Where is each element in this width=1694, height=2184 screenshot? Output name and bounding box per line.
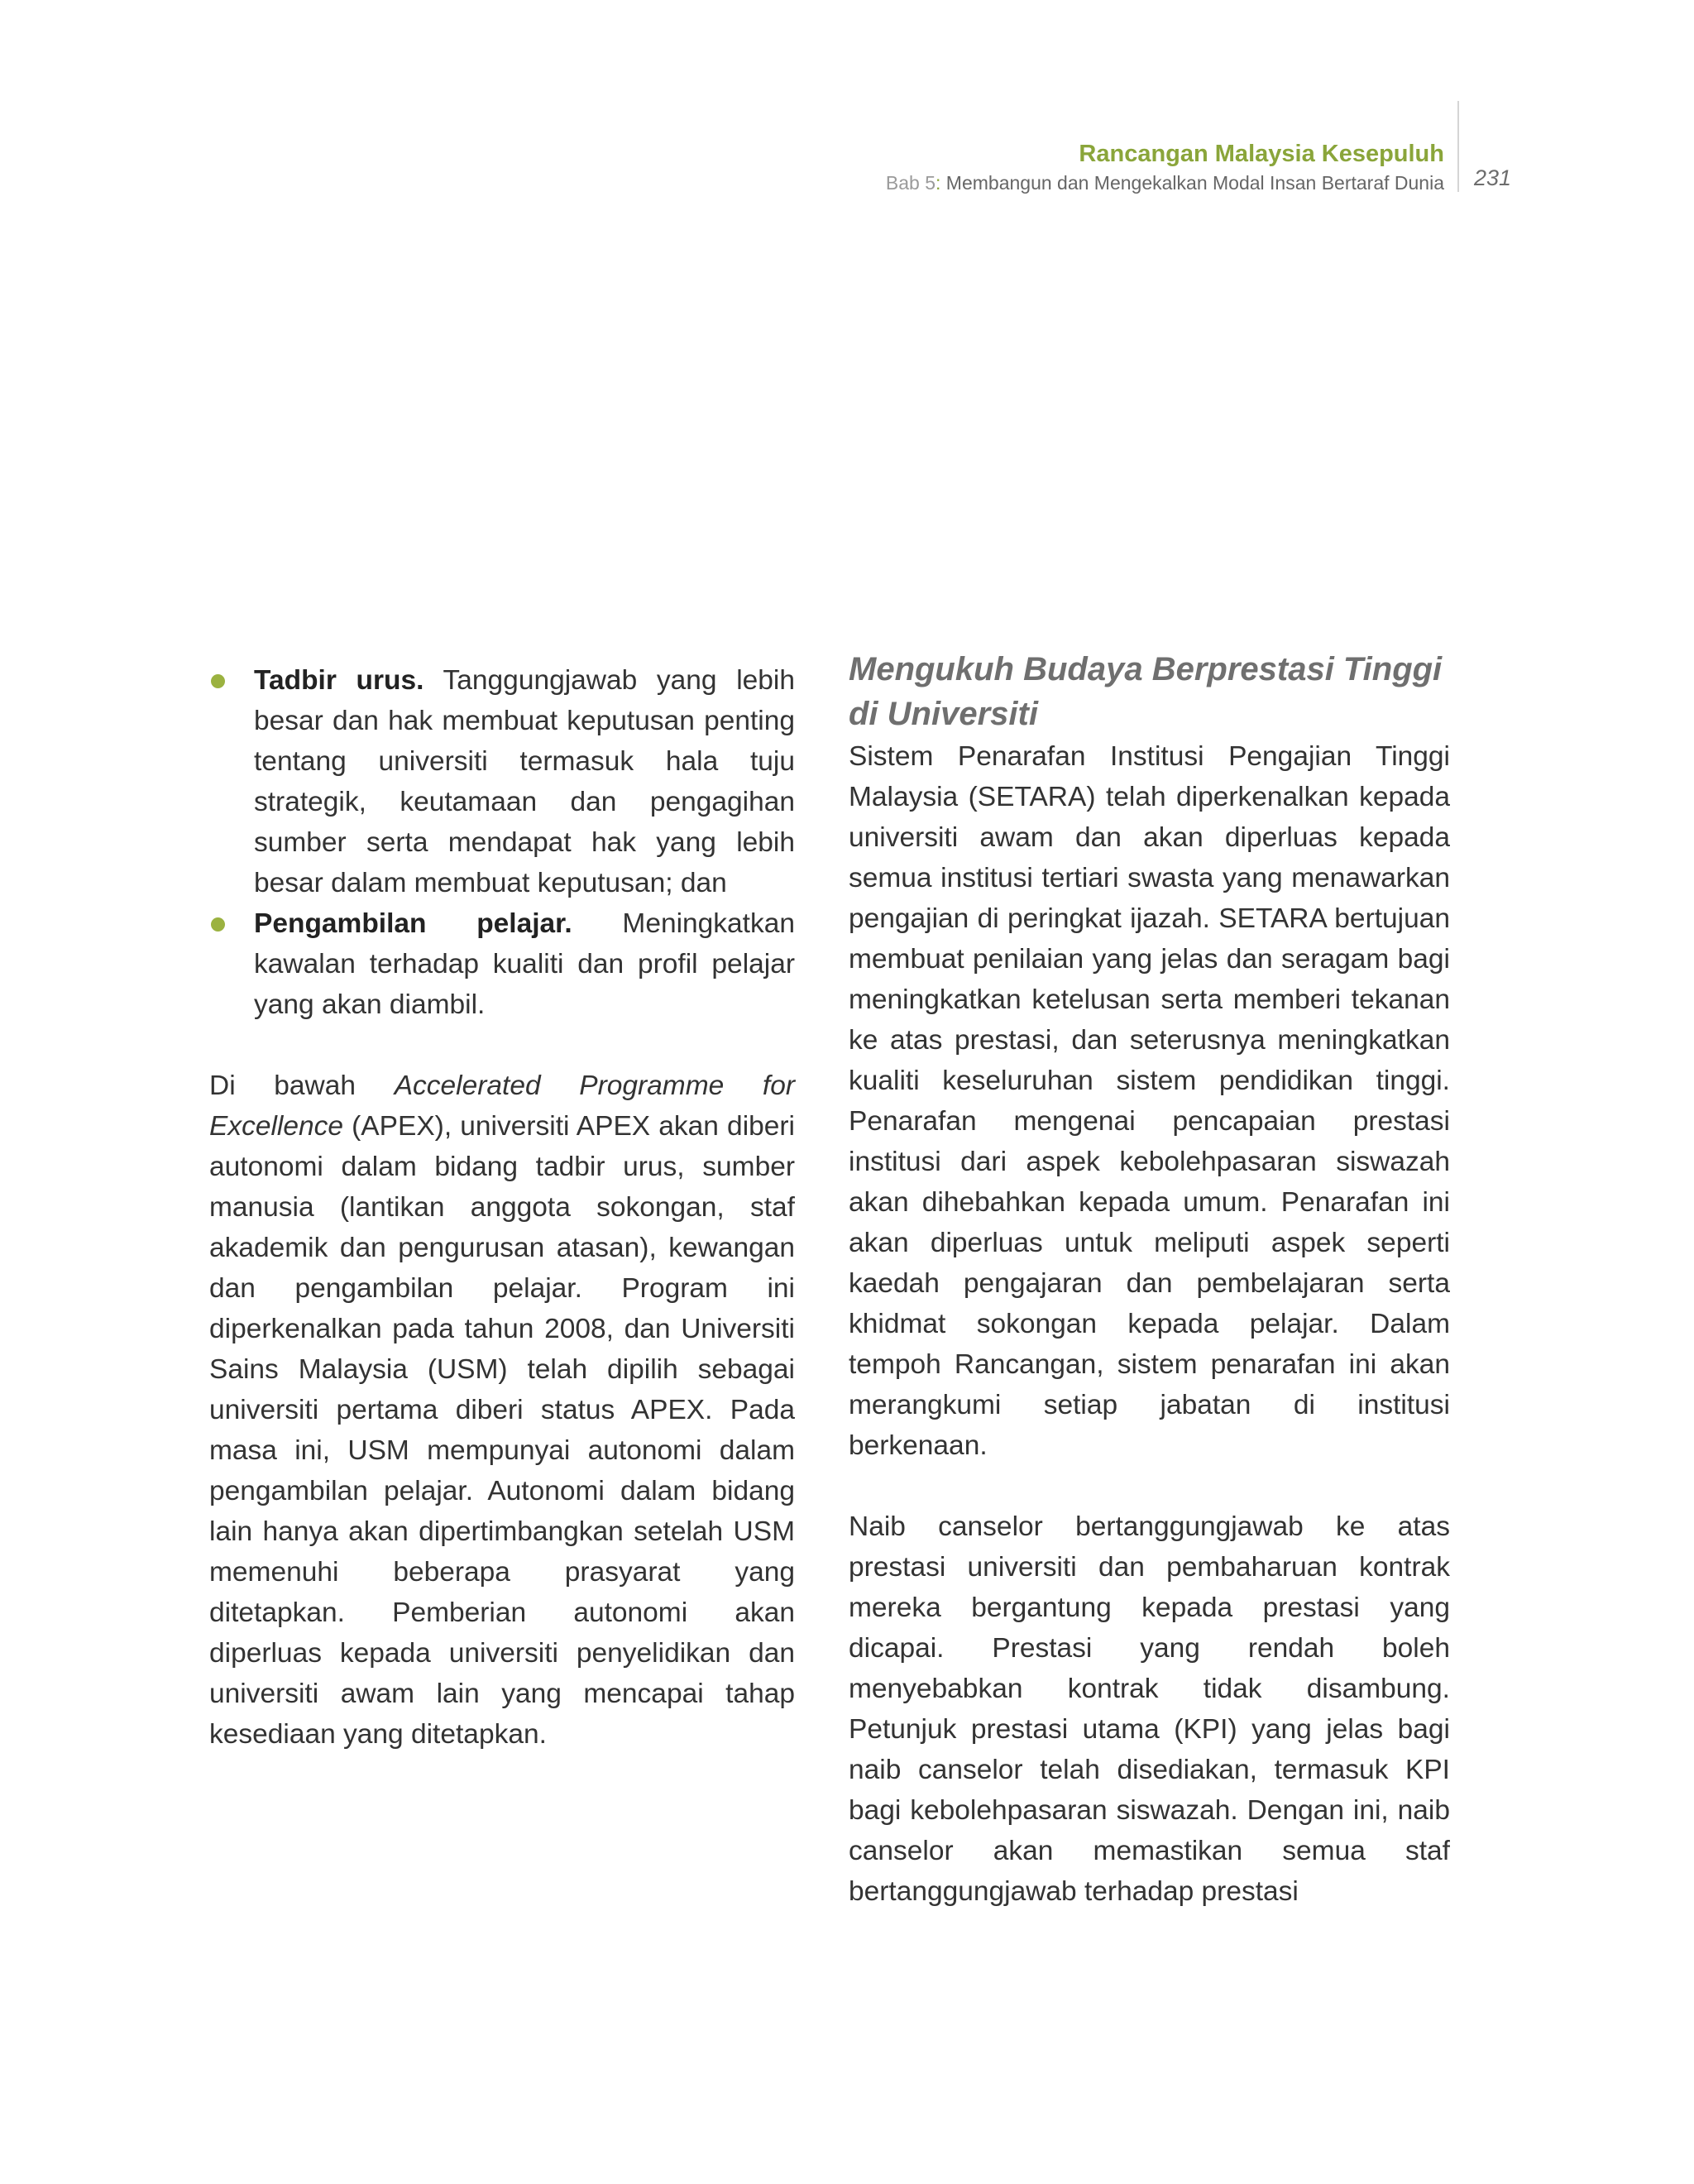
- bullet-item-tadbir-urus: [209, 660, 795, 903]
- bullet-list: [209, 660, 795, 1025]
- apex-paragraph-body: (APEX), universiti APEX akan diberi autonomi dalam bidang tadbir urus, sumber manusia (lantikan anggota sokongan, staf akademik dan pengurusan atasan), kewangan dan pengambilan pelajar. Program ini diperkenalkan pada tahun 2008, dan Universiti Sains Malaysia (USM) telah dipilih sebagai universiti pertama diberi status APEX. Pada masa ini, USM mempunyai autonomi dalam pengambilan pelajar. Autonomi dalam bidang lain hanya akan dipertimbangkan setelah USM memenuhi beberapa prasyarat yang ditetapkan. Pemberian autonomi akan diperluas kepada universiti penyelidikan dan universiti awam lain yang mencapai tahap kesediaan yang ditetapkan.: [209, 1111, 795, 1750]
- bullet-text: Tanggungjawab yang lebih besar dan hak membuat keputusan penting tentang universiti termasuk hala tuju strategik, keutamaan dan pengagihan sumber serta mendapat hak yang lebih besar dalam membuat keputusan; dan: [254, 665, 796, 898]
- paragraph-spacer: [209, 1025, 795, 1066]
- bullet-term: Tadbir urus.: [254, 665, 424, 696]
- left-column: [209, 660, 795, 1755]
- document-title: Rancangan Malaysia Kesepuluh: [1079, 141, 1444, 167]
- naib-canselor-paragraph: Naib canselor bertanggungjawab ke atas prestasi universiti dan pembaharuan kontrak mereka bergantung kepada prestasi yang dicapai. Prestasi yang rendah boleh menyebabkan kontrak tidak disambung. Petunjuk prestasi utama (KPI) yang jelas bagi naib canselor telah disediakan, termasuk KPI bagi kebolehpasaran siswazah. Dengan ini, naib canselor akan memastikan semua staf bertanggungjawab terhadap prestasi: [849, 1511, 1450, 1907]
- bullet-term: Pengambilan pelajar.: [254, 908, 572, 939]
- page-number: 231: [1474, 165, 1512, 190]
- chapter-prefix: Bab 5: [885, 172, 936, 194]
- section-heading: Mengukuh Budaya Berprestasi Tinggi di Universiti: [849, 651, 1443, 732]
- chapter-line: [886, 169, 1444, 197]
- running-header: [886, 139, 1444, 197]
- chapter-title: Membangun dan Mengekalkan Modal Insan Bertaraf Dunia: [945, 172, 1444, 194]
- bullet-item-pengambilan-pelajar: [209, 903, 795, 1025]
- setara-paragraph: Sistem Penarafan Institusi Pengajian Tinggi Malaysia (SETARA) telah diperkenalkan kepada universiti awam dan akan diperluas kepada semua institusi tertiari swasta yang menawarkan pengajian di peringkat ijazah. SETARA bertujuan membuat penilaian yang jelas dan seragam bagi meningkatkan ketelusan serta memberi tekanan ke atas prestasi, dan seterusnya meningkatkan kualiti keseluruhan sistem pendidikan tinggi. Penarafan mengenai pencapaian prestasi institusi dari aspek kebolehpasaran siswazah akan dihebahkan kepada umum. Penarafan ini akan diperluas untuk meliputi aspek seperti kaedah pengajaran dan pembelajaran serta khidmat sokongan kepada pelajar. Dalam tempoh Rancangan, sistem penarafan ini akan merangkumi setiap jabatan di institusi berkenaan.: [849, 741, 1450, 1461]
- apex-programme-name: Accelerated Programme for Excellence: [209, 1070, 796, 1142]
- apex-paragraph-prefix: Di bawah: [209, 1070, 395, 1101]
- bullet-dot-icon: [211, 674, 225, 688]
- right-column: [849, 647, 1450, 1912]
- header-divider: [1457, 101, 1459, 192]
- paragraph-spacer: [849, 1466, 1450, 1506]
- apex-paragraph: [209, 1066, 795, 1755]
- bullet-text: Meningkatkan kawalan terhadap kualiti dan profil pelajar yang akan diambil.: [254, 908, 795, 1020]
- bullet-dot-icon: [211, 917, 225, 932]
- chapter-colon: :: [936, 172, 941, 194]
